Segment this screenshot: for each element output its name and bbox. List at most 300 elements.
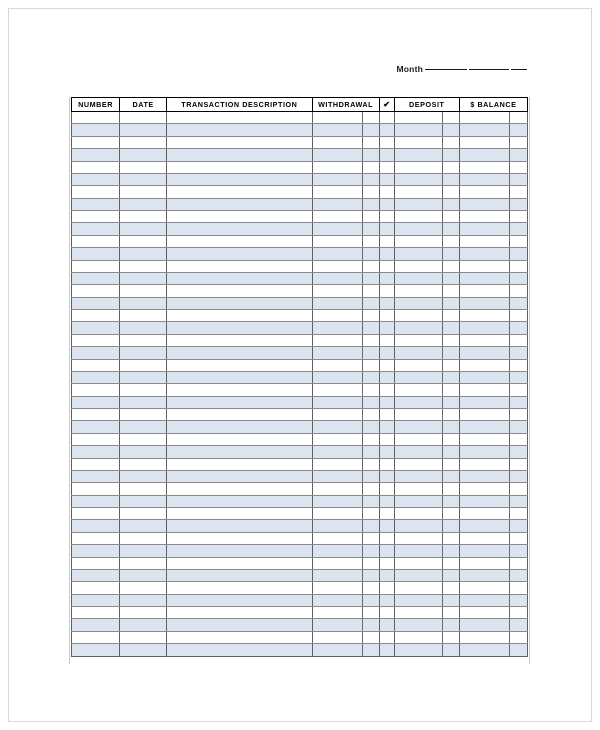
cell-withdrawal-cents[interactable] bbox=[362, 322, 379, 334]
cell-deposit-dollars[interactable] bbox=[394, 532, 442, 544]
cell-withdrawal-dollars[interactable] bbox=[312, 198, 362, 210]
cell-date[interactable] bbox=[120, 334, 167, 346]
cell-date[interactable] bbox=[120, 508, 167, 520]
cell-check[interactable] bbox=[379, 161, 394, 173]
cell-number[interactable] bbox=[72, 334, 120, 346]
cell-withdrawal-cents[interactable] bbox=[362, 508, 379, 520]
cell-number[interactable] bbox=[72, 223, 120, 235]
cell-date[interactable] bbox=[120, 631, 167, 643]
cell-number[interactable] bbox=[72, 285, 120, 297]
month-blank-1[interactable] bbox=[425, 69, 467, 70]
cell-withdrawal-dollars[interactable] bbox=[312, 483, 362, 495]
cell-withdrawal-dollars[interactable] bbox=[312, 149, 362, 161]
cell-withdrawal-cents[interactable] bbox=[362, 371, 379, 383]
cell-deposit-dollars[interactable] bbox=[394, 260, 442, 272]
cell-withdrawal-cents[interactable] bbox=[362, 557, 379, 569]
cell-deposit-dollars[interactable] bbox=[394, 421, 442, 433]
table-row[interactable] bbox=[72, 223, 528, 235]
cell-date[interactable] bbox=[120, 569, 167, 581]
cell-date[interactable] bbox=[120, 607, 167, 619]
cell-deposit-dollars[interactable] bbox=[394, 112, 442, 124]
cell-withdrawal-cents[interactable] bbox=[362, 173, 379, 185]
cell-withdrawal-cents[interactable] bbox=[362, 619, 379, 631]
cell-date[interactable] bbox=[120, 545, 167, 557]
table-row[interactable] bbox=[72, 569, 528, 581]
cell-date[interactable] bbox=[120, 235, 167, 247]
cell-deposit-dollars[interactable] bbox=[394, 310, 442, 322]
cell-withdrawal-cents[interactable] bbox=[362, 594, 379, 606]
cell-number[interactable] bbox=[72, 421, 120, 433]
cell-deposit-cents[interactable] bbox=[442, 433, 459, 445]
cell-withdrawal-cents[interactable] bbox=[362, 198, 379, 210]
cell-deposit-cents[interactable] bbox=[442, 520, 459, 532]
cell-balance-dollars[interactable] bbox=[459, 322, 509, 334]
cell-deposit-cents[interactable] bbox=[442, 557, 459, 569]
cell-balance-dollars[interactable] bbox=[459, 359, 509, 371]
cell-withdrawal-cents[interactable] bbox=[362, 161, 379, 173]
cell-check[interactable] bbox=[379, 483, 394, 495]
cell-description[interactable] bbox=[167, 173, 312, 185]
cell-number[interactable] bbox=[72, 260, 120, 272]
cell-date[interactable] bbox=[120, 260, 167, 272]
cell-withdrawal-dollars[interactable] bbox=[312, 458, 362, 470]
cell-withdrawal-cents[interactable] bbox=[362, 483, 379, 495]
cell-number[interactable] bbox=[72, 582, 120, 594]
cell-check[interactable] bbox=[379, 112, 394, 124]
table-row[interactable] bbox=[72, 619, 528, 631]
cell-deposit-cents[interactable] bbox=[442, 285, 459, 297]
cell-deposit-cents[interactable] bbox=[442, 483, 459, 495]
cell-deposit-cents[interactable] bbox=[442, 161, 459, 173]
cell-deposit-dollars[interactable] bbox=[394, 235, 442, 247]
table-row[interactable] bbox=[72, 136, 528, 148]
cell-withdrawal-dollars[interactable] bbox=[312, 124, 362, 136]
cell-check[interactable] bbox=[379, 594, 394, 606]
cell-withdrawal-cents[interactable] bbox=[362, 446, 379, 458]
cell-check[interactable] bbox=[379, 124, 394, 136]
cell-balance-dollars[interactable] bbox=[459, 223, 509, 235]
cell-balance-cents[interactable] bbox=[509, 297, 527, 309]
cell-balance-cents[interactable] bbox=[509, 211, 527, 223]
cell-number[interactable] bbox=[72, 532, 120, 544]
cell-withdrawal-cents[interactable] bbox=[362, 470, 379, 482]
cell-date[interactable] bbox=[120, 446, 167, 458]
cell-withdrawal-dollars[interactable] bbox=[312, 644, 362, 656]
cell-withdrawal-dollars[interactable] bbox=[312, 359, 362, 371]
cell-description[interactable] bbox=[167, 532, 312, 544]
cell-balance-cents[interactable] bbox=[509, 557, 527, 569]
cell-withdrawal-dollars[interactable] bbox=[312, 396, 362, 408]
cell-balance-cents[interactable] bbox=[509, 223, 527, 235]
cell-deposit-cents[interactable] bbox=[442, 495, 459, 507]
cell-balance-dollars[interactable] bbox=[459, 384, 509, 396]
cell-deposit-cents[interactable] bbox=[442, 371, 459, 383]
cell-date[interactable] bbox=[120, 347, 167, 359]
cell-description[interactable] bbox=[167, 545, 312, 557]
cell-number[interactable] bbox=[72, 211, 120, 223]
cell-balance-cents[interactable] bbox=[509, 607, 527, 619]
table-row[interactable] bbox=[72, 483, 528, 495]
cell-balance-dollars[interactable] bbox=[459, 483, 509, 495]
cell-description[interactable] bbox=[167, 508, 312, 520]
cell-date[interactable] bbox=[120, 409, 167, 421]
table-row[interactable] bbox=[72, 532, 528, 544]
cell-check[interactable] bbox=[379, 569, 394, 581]
cell-balance-dollars[interactable] bbox=[459, 446, 509, 458]
cell-balance-cents[interactable] bbox=[509, 520, 527, 532]
table-row[interactable] bbox=[72, 421, 528, 433]
cell-withdrawal-dollars[interactable] bbox=[312, 446, 362, 458]
cell-balance-dollars[interactable] bbox=[459, 421, 509, 433]
cell-withdrawal-dollars[interactable] bbox=[312, 508, 362, 520]
cell-check[interactable] bbox=[379, 297, 394, 309]
cell-balance-cents[interactable] bbox=[509, 371, 527, 383]
cell-deposit-cents[interactable] bbox=[442, 446, 459, 458]
cell-deposit-dollars[interactable] bbox=[394, 557, 442, 569]
cell-deposit-cents[interactable] bbox=[442, 211, 459, 223]
cell-description[interactable] bbox=[167, 334, 312, 346]
cell-deposit-cents[interactable] bbox=[442, 545, 459, 557]
table-row[interactable] bbox=[72, 285, 528, 297]
cell-balance-cents[interactable] bbox=[509, 619, 527, 631]
cell-description[interactable] bbox=[167, 495, 312, 507]
cell-description[interactable] bbox=[167, 470, 312, 482]
cell-withdrawal-cents[interactable] bbox=[362, 186, 379, 198]
cell-balance-cents[interactable] bbox=[509, 272, 527, 284]
cell-description[interactable] bbox=[167, 149, 312, 161]
cell-balance-cents[interactable] bbox=[509, 569, 527, 581]
cell-balance-dollars[interactable] bbox=[459, 508, 509, 520]
cell-balance-dollars[interactable] bbox=[459, 161, 509, 173]
cell-date[interactable] bbox=[120, 322, 167, 334]
cell-balance-dollars[interactable] bbox=[459, 285, 509, 297]
cell-balance-cents[interactable] bbox=[509, 161, 527, 173]
cell-withdrawal-cents[interactable] bbox=[362, 136, 379, 148]
table-row[interactable] bbox=[72, 211, 528, 223]
cell-withdrawal-dollars[interactable] bbox=[312, 557, 362, 569]
cell-description[interactable] bbox=[167, 458, 312, 470]
cell-withdrawal-cents[interactable] bbox=[362, 569, 379, 581]
cell-balance-cents[interactable] bbox=[509, 421, 527, 433]
cell-description[interactable] bbox=[167, 359, 312, 371]
cell-date[interactable] bbox=[120, 594, 167, 606]
cell-description[interactable] bbox=[167, 371, 312, 383]
table-row[interactable] bbox=[72, 631, 528, 643]
cell-check[interactable] bbox=[379, 248, 394, 260]
cell-date[interactable] bbox=[120, 359, 167, 371]
cell-description[interactable] bbox=[167, 557, 312, 569]
cell-check[interactable] bbox=[379, 384, 394, 396]
cell-balance-dollars[interactable] bbox=[459, 594, 509, 606]
cell-check[interactable] bbox=[379, 211, 394, 223]
cell-deposit-dollars[interactable] bbox=[394, 136, 442, 148]
cell-withdrawal-cents[interactable] bbox=[362, 347, 379, 359]
table-row[interactable] bbox=[72, 248, 528, 260]
table-row[interactable] bbox=[72, 508, 528, 520]
cell-deposit-cents[interactable] bbox=[442, 569, 459, 581]
cell-check[interactable] bbox=[379, 347, 394, 359]
cell-withdrawal-cents[interactable] bbox=[362, 631, 379, 643]
cell-withdrawal-dollars[interactable] bbox=[312, 186, 362, 198]
cell-balance-cents[interactable] bbox=[509, 149, 527, 161]
cell-number[interactable] bbox=[72, 495, 120, 507]
cell-deposit-cents[interactable] bbox=[442, 470, 459, 482]
cell-withdrawal-cents[interactable] bbox=[362, 396, 379, 408]
cell-deposit-cents[interactable] bbox=[442, 396, 459, 408]
cell-balance-dollars[interactable] bbox=[459, 557, 509, 569]
cell-withdrawal-dollars[interactable] bbox=[312, 495, 362, 507]
cell-withdrawal-dollars[interactable] bbox=[312, 248, 362, 260]
cell-balance-cents[interactable] bbox=[509, 347, 527, 359]
cell-description[interactable] bbox=[167, 644, 312, 656]
cell-balance-dollars[interactable] bbox=[459, 495, 509, 507]
cell-check[interactable] bbox=[379, 433, 394, 445]
cell-date[interactable] bbox=[120, 470, 167, 482]
cell-check[interactable] bbox=[379, 149, 394, 161]
cell-withdrawal-cents[interactable] bbox=[362, 235, 379, 247]
cell-withdrawal-dollars[interactable] bbox=[312, 371, 362, 383]
table-row[interactable] bbox=[72, 545, 528, 557]
cell-balance-dollars[interactable] bbox=[459, 532, 509, 544]
cell-description[interactable] bbox=[167, 446, 312, 458]
table-row[interactable] bbox=[72, 470, 528, 482]
cell-description[interactable] bbox=[167, 285, 312, 297]
cell-number[interactable] bbox=[72, 112, 120, 124]
table-row[interactable] bbox=[72, 557, 528, 569]
cell-check[interactable] bbox=[379, 545, 394, 557]
cell-withdrawal-dollars[interactable] bbox=[312, 310, 362, 322]
table-row[interactable] bbox=[72, 198, 528, 210]
cell-deposit-cents[interactable] bbox=[442, 112, 459, 124]
cell-number[interactable] bbox=[72, 433, 120, 445]
cell-check[interactable] bbox=[379, 334, 394, 346]
cell-description[interactable] bbox=[167, 520, 312, 532]
cell-deposit-dollars[interactable] bbox=[394, 644, 442, 656]
cell-withdrawal-dollars[interactable] bbox=[312, 631, 362, 643]
table-row[interactable] bbox=[72, 594, 528, 606]
cell-date[interactable] bbox=[120, 483, 167, 495]
cell-withdrawal-dollars[interactable] bbox=[312, 173, 362, 185]
cell-balance-dollars[interactable] bbox=[459, 470, 509, 482]
cell-check[interactable] bbox=[379, 322, 394, 334]
cell-check[interactable] bbox=[379, 396, 394, 408]
cell-date[interactable] bbox=[120, 272, 167, 284]
cell-withdrawal-dollars[interactable] bbox=[312, 322, 362, 334]
cell-description[interactable] bbox=[167, 161, 312, 173]
cell-description[interactable] bbox=[167, 211, 312, 223]
cell-check[interactable] bbox=[379, 136, 394, 148]
table-row[interactable] bbox=[72, 124, 528, 136]
cell-withdrawal-dollars[interactable] bbox=[312, 594, 362, 606]
cell-deposit-dollars[interactable] bbox=[394, 631, 442, 643]
cell-deposit-dollars[interactable] bbox=[394, 173, 442, 185]
cell-description[interactable] bbox=[167, 198, 312, 210]
cell-withdrawal-cents[interactable] bbox=[362, 644, 379, 656]
cell-number[interactable] bbox=[72, 557, 120, 569]
cell-check[interactable] bbox=[379, 520, 394, 532]
cell-deposit-dollars[interactable] bbox=[394, 248, 442, 260]
cell-deposit-cents[interactable] bbox=[442, 458, 459, 470]
cell-deposit-dollars[interactable] bbox=[394, 347, 442, 359]
table-row[interactable] bbox=[72, 186, 528, 198]
cell-description[interactable] bbox=[167, 223, 312, 235]
cell-deposit-dollars[interactable] bbox=[394, 322, 442, 334]
cell-balance-cents[interactable] bbox=[509, 136, 527, 148]
cell-balance-dollars[interactable] bbox=[459, 248, 509, 260]
cell-balance-cents[interactable] bbox=[509, 409, 527, 421]
cell-description[interactable] bbox=[167, 607, 312, 619]
cell-number[interactable] bbox=[72, 631, 120, 643]
cell-withdrawal-cents[interactable] bbox=[362, 112, 379, 124]
cell-balance-cents[interactable] bbox=[509, 260, 527, 272]
cell-date[interactable] bbox=[120, 285, 167, 297]
cell-deposit-dollars[interactable] bbox=[394, 520, 442, 532]
cell-balance-cents[interactable] bbox=[509, 112, 527, 124]
table-row[interactable] bbox=[72, 409, 528, 421]
cell-balance-cents[interactable] bbox=[509, 594, 527, 606]
cell-balance-dollars[interactable] bbox=[459, 310, 509, 322]
cell-balance-dollars[interactable] bbox=[459, 173, 509, 185]
cell-deposit-dollars[interactable] bbox=[394, 495, 442, 507]
cell-withdrawal-cents[interactable] bbox=[362, 297, 379, 309]
table-row[interactable] bbox=[72, 433, 528, 445]
cell-check[interactable] bbox=[379, 421, 394, 433]
cell-balance-dollars[interactable] bbox=[459, 433, 509, 445]
cell-number[interactable] bbox=[72, 619, 120, 631]
cell-withdrawal-dollars[interactable] bbox=[312, 569, 362, 581]
cell-balance-cents[interactable] bbox=[509, 198, 527, 210]
cell-balance-dollars[interactable] bbox=[459, 136, 509, 148]
cell-date[interactable] bbox=[120, 248, 167, 260]
cell-deposit-dollars[interactable] bbox=[394, 619, 442, 631]
cell-withdrawal-cents[interactable] bbox=[362, 520, 379, 532]
cell-deposit-dollars[interactable] bbox=[394, 371, 442, 383]
cell-balance-dollars[interactable] bbox=[459, 569, 509, 581]
cell-balance-dollars[interactable] bbox=[459, 347, 509, 359]
cell-deposit-cents[interactable] bbox=[442, 607, 459, 619]
cell-date[interactable] bbox=[120, 173, 167, 185]
cell-check[interactable] bbox=[379, 260, 394, 272]
cell-check[interactable] bbox=[379, 470, 394, 482]
cell-description[interactable] bbox=[167, 235, 312, 247]
cell-date[interactable] bbox=[120, 211, 167, 223]
cell-deposit-dollars[interactable] bbox=[394, 508, 442, 520]
cell-balance-cents[interactable] bbox=[509, 334, 527, 346]
cell-balance-cents[interactable] bbox=[509, 483, 527, 495]
cell-deposit-cents[interactable] bbox=[442, 124, 459, 136]
cell-deposit-cents[interactable] bbox=[442, 619, 459, 631]
cell-number[interactable] bbox=[72, 198, 120, 210]
cell-description[interactable] bbox=[167, 433, 312, 445]
cell-number[interactable] bbox=[72, 161, 120, 173]
cell-date[interactable] bbox=[120, 297, 167, 309]
cell-number[interactable] bbox=[72, 483, 120, 495]
cell-balance-dollars[interactable] bbox=[459, 631, 509, 643]
cell-check[interactable] bbox=[379, 186, 394, 198]
cell-deposit-cents[interactable] bbox=[442, 310, 459, 322]
cell-deposit-cents[interactable] bbox=[442, 248, 459, 260]
cell-deposit-dollars[interactable] bbox=[394, 607, 442, 619]
cell-date[interactable] bbox=[120, 557, 167, 569]
cell-number[interactable] bbox=[72, 235, 120, 247]
cell-withdrawal-cents[interactable] bbox=[362, 223, 379, 235]
cell-check[interactable] bbox=[379, 371, 394, 383]
cell-date[interactable] bbox=[120, 458, 167, 470]
cell-withdrawal-dollars[interactable] bbox=[312, 285, 362, 297]
cell-balance-cents[interactable] bbox=[509, 470, 527, 482]
cell-deposit-cents[interactable] bbox=[442, 235, 459, 247]
cell-date[interactable] bbox=[120, 421, 167, 433]
cell-deposit-cents[interactable] bbox=[442, 149, 459, 161]
cell-withdrawal-dollars[interactable] bbox=[312, 470, 362, 482]
cell-balance-dollars[interactable] bbox=[459, 124, 509, 136]
cell-deposit-dollars[interactable] bbox=[394, 334, 442, 346]
cell-check[interactable] bbox=[379, 557, 394, 569]
cell-deposit-cents[interactable] bbox=[442, 272, 459, 284]
cell-description[interactable] bbox=[167, 582, 312, 594]
table-row[interactable] bbox=[72, 161, 528, 173]
cell-deposit-dollars[interactable] bbox=[394, 211, 442, 223]
cell-withdrawal-cents[interactable] bbox=[362, 359, 379, 371]
cell-balance-dollars[interactable] bbox=[459, 458, 509, 470]
cell-balance-dollars[interactable] bbox=[459, 545, 509, 557]
cell-date[interactable] bbox=[120, 384, 167, 396]
cell-balance-dollars[interactable] bbox=[459, 396, 509, 408]
cell-withdrawal-cents[interactable] bbox=[362, 211, 379, 223]
cell-withdrawal-dollars[interactable] bbox=[312, 532, 362, 544]
cell-description[interactable] bbox=[167, 260, 312, 272]
cell-withdrawal-dollars[interactable] bbox=[312, 607, 362, 619]
cell-description[interactable] bbox=[167, 347, 312, 359]
cell-check[interactable] bbox=[379, 607, 394, 619]
cell-balance-cents[interactable] bbox=[509, 384, 527, 396]
cell-balance-dollars[interactable] bbox=[459, 644, 509, 656]
cell-balance-dollars[interactable] bbox=[459, 409, 509, 421]
cell-balance-dollars[interactable] bbox=[459, 371, 509, 383]
cell-withdrawal-cents[interactable] bbox=[362, 458, 379, 470]
cell-withdrawal-cents[interactable] bbox=[362, 433, 379, 445]
cell-deposit-dollars[interactable] bbox=[394, 470, 442, 482]
cell-balance-cents[interactable] bbox=[509, 433, 527, 445]
cell-withdrawal-dollars[interactable] bbox=[312, 619, 362, 631]
table-row[interactable] bbox=[72, 384, 528, 396]
cell-check[interactable] bbox=[379, 198, 394, 210]
table-row[interactable] bbox=[72, 173, 528, 185]
cell-balance-dollars[interactable] bbox=[459, 272, 509, 284]
cell-date[interactable] bbox=[120, 433, 167, 445]
cell-withdrawal-dollars[interactable] bbox=[312, 347, 362, 359]
cell-number[interactable] bbox=[72, 396, 120, 408]
cell-number[interactable] bbox=[72, 310, 120, 322]
cell-date[interactable] bbox=[120, 149, 167, 161]
cell-deposit-cents[interactable] bbox=[442, 173, 459, 185]
cell-withdrawal-dollars[interactable] bbox=[312, 384, 362, 396]
cell-description[interactable] bbox=[167, 631, 312, 643]
cell-balance-cents[interactable] bbox=[509, 310, 527, 322]
cell-balance-dollars[interactable] bbox=[459, 520, 509, 532]
cell-deposit-dollars[interactable] bbox=[394, 569, 442, 581]
table-row[interactable] bbox=[72, 644, 528, 656]
cell-deposit-cents[interactable] bbox=[442, 136, 459, 148]
cell-withdrawal-cents[interactable] bbox=[362, 532, 379, 544]
cell-check[interactable] bbox=[379, 508, 394, 520]
cell-withdrawal-dollars[interactable] bbox=[312, 112, 362, 124]
cell-withdrawal-cents[interactable] bbox=[362, 310, 379, 322]
cell-deposit-cents[interactable] bbox=[442, 186, 459, 198]
cell-number[interactable] bbox=[72, 186, 120, 198]
cell-deposit-dollars[interactable] bbox=[394, 433, 442, 445]
table-row[interactable] bbox=[72, 520, 528, 532]
